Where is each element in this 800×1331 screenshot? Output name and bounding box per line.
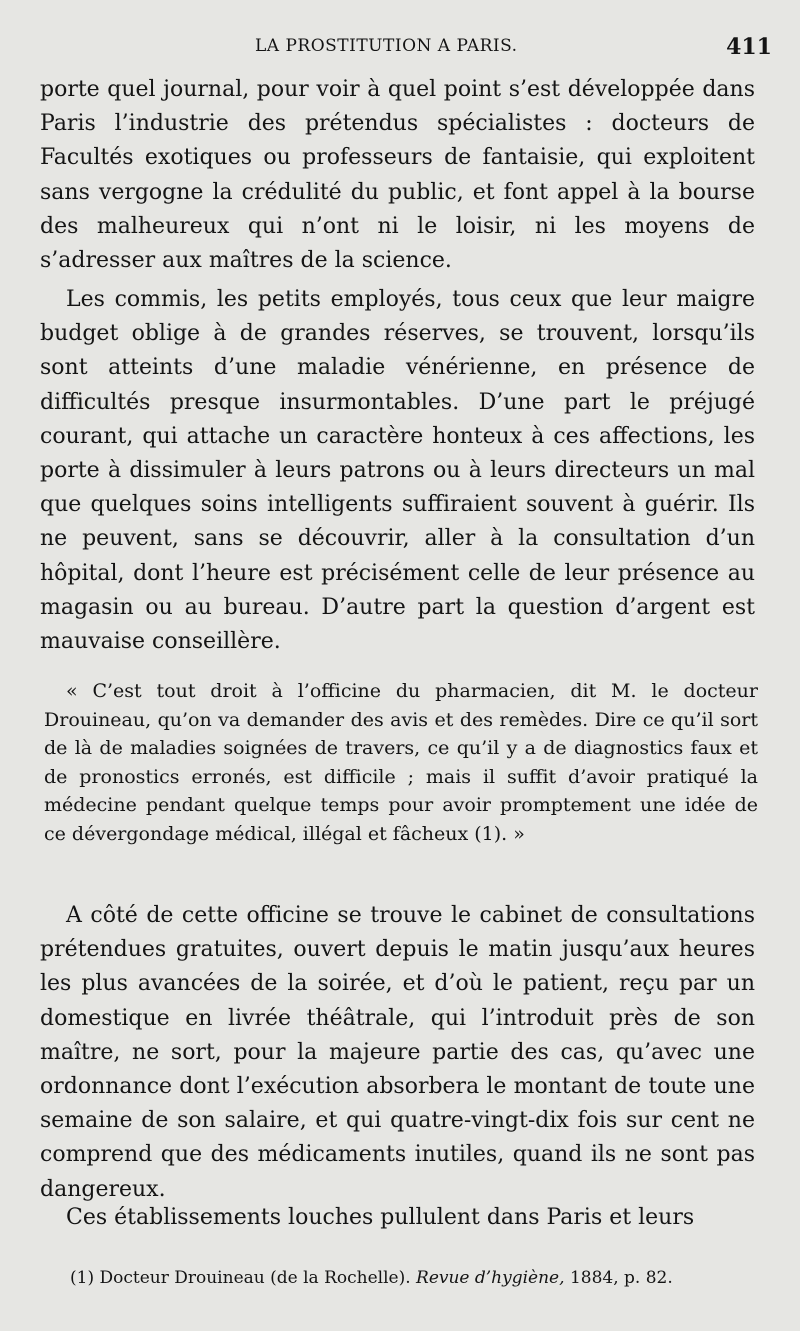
paragraph-2 (40, 283, 755, 659)
running-title: LA PROSTITUTION A PARIS. (255, 36, 518, 56)
footnote (70, 1266, 673, 1290)
paragraph-4-text: Ces établissements louches pullulent dans Paris et leurs (66, 1205, 695, 1230)
paragraph-3 (40, 899, 755, 1207)
page-number: 411 (726, 34, 772, 60)
footnote-source: Revue d’hygiène, (416, 1268, 565, 1288)
footnote-citation: 1884, p. 82. (569, 1268, 673, 1288)
footnote-text: (1) Docteur Drouineau (de la Rochelle). (70, 1268, 411, 1288)
paragraph-2-text: Les commis, les petits employés, tous ceux que leur maigre budget oblige à de grandes réserves, se trouvent, lorsqu’ils sont atteints d’une maladie vénérienne, en présence de difficultés presque insurmontables. D’une part le préjugé courant, qui attache un caractère honteux à ces affections, les porte à dissimuler à leurs patrons ou à leurs directeurs un mal que quelques soins intelligents suffiraient souvent à guérir. Ils ne peuvent, sans se découvrir, aller à la consultation d’un hôpital, dont l’heure est précisément celle de leur présence au magasin ou au bureau. D’autre part la question d’argent est mauvaise conseillère. (40, 287, 755, 655)
paragraph-1-text: porte quel journal, pour voir à quel point s’est développée dans Paris l’industrie des prétendus spécialistes : docteurs de Facultés exotiques ou professeurs de fantaisie, qui exploitent sans vergogne la crédulité du public, et font appel à la bourse des malheureux qui n’ont ni le loisir, ni les moyens de s’adresser aux maîtres de la science. (40, 77, 755, 274)
paragraph-4 (40, 1201, 755, 1235)
block-quote: « C’est tout droit à l’officine du pharmacien, dit M. le docteur Drouineau, qu’on va demander des avis et des remèdes. Dire ce qu’il sort de là de maladies soignées de travers, ce qu’il y a de diagnostics faux et de pronostics erronés, est difficile ; mais il suffit d’avoir pratiqué la médecine pendant quelque temps pour avoir promptement une idée de ce dévergondage médical, illégal et fâcheux (1). » (44, 680, 758, 845)
paragraph-1 (40, 73, 755, 278)
paragraph-3-text: A côté de cette officine se trouve le cabinet de consultations prétendues gratuites, ouvert depuis le matin jusqu’aux heures les plus avancées de la soirée, et d’où le patient, reçu par un domestique en livrée théâtrale, qui l’introduit près de son maître, ne sort, pour la majeure partie des cas, qu’avec une ordonnance dont l’exécution absorbera le montant de toute une semaine de son salaire, et qui quatre-vingt-dix fois sur cent ne comprend que des médicaments inutiles, quand ils ne sont pas dangereux. (40, 903, 755, 1202)
